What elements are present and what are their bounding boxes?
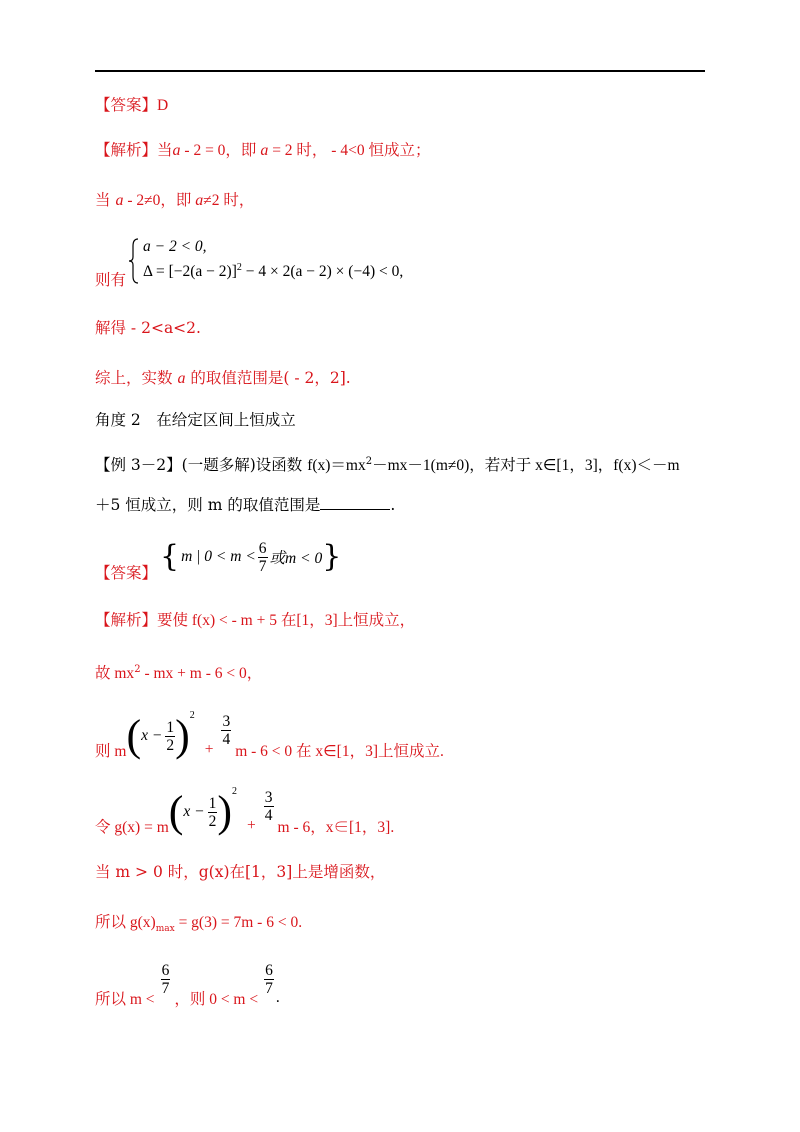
- denominator: 4: [264, 806, 273, 824]
- fraction-three-quarters: [264, 789, 274, 824]
- text: (一题多解)设函数: [181, 456, 308, 475]
- var-a: a: [195, 192, 204, 209]
- paren-close: ): [175, 711, 190, 760]
- answer-line-1: [95, 95, 168, 116]
- example-line-1: [95, 452, 680, 476]
- text: 当: [157, 141, 173, 159]
- text: = 2 时， - 4<0 恒成立；: [268, 142, 431, 159]
- answer2-set: [160, 535, 341, 579]
- exponent: 2: [189, 710, 195, 721]
- text: 所以 m <: [95, 991, 155, 1008]
- fraction-three-quarters: [221, 713, 231, 748]
- text: 的取值范围是( - 2，2].: [185, 369, 351, 387]
- var-a: a: [172, 142, 181, 159]
- numerator: 1: [166, 718, 175, 736]
- text: Δ = [−2(a − 2)]: [143, 263, 237, 281]
- denominator: 2: [166, 736, 175, 754]
- top-rule: [95, 70, 705, 72]
- text: ，则 0 < m <: [174, 991, 259, 1008]
- fraction: [264, 962, 274, 997]
- text: 当: [95, 191, 116, 209]
- fraction-half: [208, 795, 218, 830]
- var-a: a: [260, 142, 269, 159]
- text: +: [247, 817, 256, 834]
- text: 令 g(x) = m: [95, 819, 169, 836]
- text: 则 m: [95, 743, 127, 760]
- fraction: [258, 540, 268, 575]
- example-label: 【例 3－2】: [95, 456, 182, 475]
- numerator: 3: [222, 712, 231, 730]
- text: 综上，实数: [95, 369, 178, 387]
- text: .: [275, 989, 280, 1006]
- paren-open: (: [126, 711, 142, 760]
- analysis1-line-3-prefix: 则有: [95, 271, 127, 289]
- text: f(x)＝mx: [307, 457, 366, 475]
- analysis2-line-1: [95, 610, 415, 631]
- fraction: [161, 962, 171, 997]
- analysis2-line-4: [95, 782, 394, 842]
- text: - mx + m - 6 < 0，: [140, 665, 263, 683]
- brace-open: {: [160, 539, 180, 574]
- analysis2-line-6: [95, 912, 302, 939]
- analysis-label: 【解析】: [95, 611, 158, 629]
- text: - 2 = 0，即: [180, 142, 261, 159]
- text: 要使 f(x) < - m + 5 在[1，3]上恒成立，: [157, 612, 416, 629]
- answer-label: 【答案】: [95, 96, 158, 114]
- angle-heading: 角度 2 在给定区间上恒成立: [95, 411, 296, 429]
- denominator: 7: [265, 979, 273, 997]
- text: 所以 g(x): [95, 914, 156, 931]
- text: m - 6，x∈[1，3].: [277, 819, 395, 836]
- denominator: 4: [222, 730, 231, 748]
- answer-value: D: [157, 97, 169, 114]
- analysis2-line-5: 当 m > 0 时，g(x)在[1，3]上是增函数，: [95, 863, 386, 881]
- exponent: 2: [134, 664, 141, 675]
- text: - 2≠0，即: [123, 192, 196, 209]
- denominator: 7: [258, 557, 267, 575]
- denominator: 7: [161, 979, 170, 997]
- text: ≠2 时，: [203, 192, 255, 209]
- analysis1-line-4: 解得 - 2<a<2.: [95, 319, 201, 337]
- set-condition: m | 0 < m <: [181, 548, 256, 565]
- analysis1-line-2: [95, 190, 254, 211]
- var-a: a: [115, 192, 124, 209]
- exponent: 2: [365, 456, 373, 467]
- text: x −: [183, 803, 205, 820]
- system-eq-2: [143, 262, 403, 281]
- numerator: 6: [161, 961, 170, 979]
- brace-icon: [128, 238, 140, 284]
- numerator: 6: [265, 961, 273, 979]
- text: +: [204, 741, 214, 758]
- answer-blank: [320, 495, 390, 510]
- system-eq-1: a − 2 < 0,: [143, 238, 207, 255]
- text: m - 6 < 0 在 x∈[1，3]上恒成立.: [235, 743, 444, 760]
- exponent: 2: [232, 786, 238, 797]
- numerator: 6: [258, 539, 267, 557]
- analysis2-line-2: [95, 660, 262, 684]
- paren-open: (: [168, 787, 184, 836]
- var-a: a: [177, 370, 186, 387]
- text: .: [390, 496, 396, 514]
- analysis-label: 【解析】: [95, 141, 158, 159]
- example-line-2: [95, 495, 395, 515]
- text: 故 mx: [95, 665, 135, 683]
- text: x −: [141, 727, 163, 744]
- text: − 4 × 2(a − 2) × (−4) < 0,: [241, 263, 404, 281]
- brace-close: }: [322, 539, 342, 574]
- subscript: max: [155, 924, 175, 935]
- exponent: 2: [236, 262, 242, 273]
- fraction-half: [165, 719, 175, 754]
- numerator: 3: [264, 788, 273, 806]
- analysis2-line-3: [95, 706, 444, 766]
- text: －mx－1(m≠0)，若对于 x∈[1，3]，f(x)＜－m: [372, 457, 680, 475]
- answer2-label: 【答案】: [95, 564, 158, 582]
- denominator: 2: [208, 812, 217, 830]
- paren-close: ): [217, 787, 233, 836]
- text: ＋5 恒成立，则 m 的取值范围是: [95, 496, 321, 514]
- numerator: 1: [208, 794, 217, 812]
- set-condition: 或m < 0: [269, 550, 323, 567]
- analysis1-line-5: [95, 368, 351, 389]
- analysis1-line-1: [95, 140, 430, 161]
- analysis2-line-7: [95, 960, 280, 1012]
- text: = g(3) = 7m - 6 < 0.: [174, 914, 303, 931]
